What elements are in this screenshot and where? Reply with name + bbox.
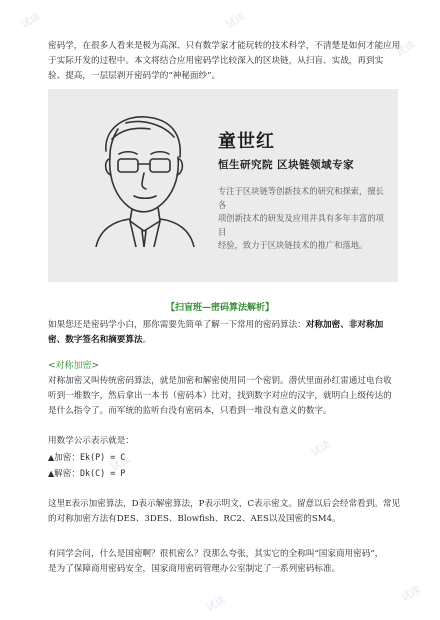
watermark: 试读: [19, 11, 43, 31]
paragraph-line: 的对称加密方法有DES、3DES、Blowfish、RC2、AES以及国密的SM4。: [48, 514, 341, 524]
formula-encrypt: [48, 450, 125, 466]
intro-line: 密码学，在很多人看来是极为高深、只有数学家才能玩转的技术科学，不清楚是如何才能应用: [48, 41, 401, 51]
formula-expression: Dk(C) = P: [79, 468, 126, 478]
formula-label: 加密：: [54, 453, 80, 463]
author-portrait-icon: [66, 99, 214, 247]
intro-line: 于实际开发的过程中。本文将结合应用密码学比较深入的区块链，从扫盲、实战，再到实: [48, 56, 384, 66]
paragraph-line: 对称加密又叫传统密码算法，就是加密和解密使用同一个密钥。潜伏里面孙红雷通过电台收: [48, 376, 392, 386]
author-description-line: 经验，致力于区块链技术的推广和落地。: [218, 240, 368, 250]
paragraph-line: [48, 318, 398, 333]
bullet-icon: ▲: [48, 469, 55, 478]
paragraph-algorithms: [48, 497, 401, 527]
paragraph-line: [48, 333, 398, 348]
bold-text: 对称加密、非对称加: [305, 320, 384, 330]
author-role: 恒生研究院 区块链领域专家: [218, 159, 355, 171]
plain-text: 。: [142, 335, 152, 345]
watermark: 试读: [204, 594, 228, 614]
plain-text: 如果您还是密码学小白，那你需要先简单了解一下常用的密码算法：: [48, 320, 306, 330]
formula-label: 解密：: [54, 469, 80, 479]
paragraph-symmetric: [48, 374, 398, 419]
watermark: 试读: [109, 454, 133, 474]
author-description-line: 专注于区块链等创新技术的研究和探索，擅长各: [218, 186, 384, 210]
author-description: [218, 185, 386, 253]
paragraph-line: 听到一堆数字，然后拿出一本书（密码本）比对，找到数字对应的汉字，就明白上级传达的: [48, 391, 392, 401]
watermark: 试读: [309, 439, 333, 459]
subheading-symmetric: <对称加密>: [48, 361, 100, 371]
watermark: 试读: [394, 39, 418, 59]
author-banner: [48, 89, 398, 282]
formula-decrypt: [48, 466, 125, 482]
paragraph-line: 是为了保障商用密码安全，国家商用密码管理办公室制定了一系列密码标准。: [48, 564, 341, 574]
formula-expression: Ek(P) = C: [79, 452, 126, 462]
watermark: 试读: [224, 11, 248, 31]
intro-paragraph: [48, 39, 401, 84]
author-description-line: 项创新技术的研发及应用并具有多年丰富的项目: [218, 213, 384, 237]
paragraph-line: 这里E表示加密算法，D表示解密算法，P表示明文，C表示密文。留意以后会经常看到。常见: [48, 499, 401, 509]
section-title: 【扫盲班—密码算法解析】: [165, 303, 274, 313]
bullet-icon: ▲: [48, 453, 55, 462]
watermark: 试读: [399, 584, 423, 604]
paragraph-national-crypto: [48, 547, 398, 577]
paragraph-crypto-basics: [48, 318, 398, 348]
paragraph-line: 是什么指令了。而军统的监听台没有密码本，只看到一堆没有意义的数字。: [48, 406, 332, 416]
paragraph-line: 有同学会问，什么是国密啊？很机密么？没那么夸张，其实它的全称叫“国家商用密码”，: [48, 549, 384, 559]
intro-line: 验、提高，一层层剥开密码学的“神秘面纱”。: [48, 71, 221, 81]
bold-text: 密、数字签名和摘要算法: [48, 335, 143, 345]
author-name: 童世红: [218, 131, 275, 152]
formula-intro: 用数学公示表示就是：: [48, 436, 134, 446]
